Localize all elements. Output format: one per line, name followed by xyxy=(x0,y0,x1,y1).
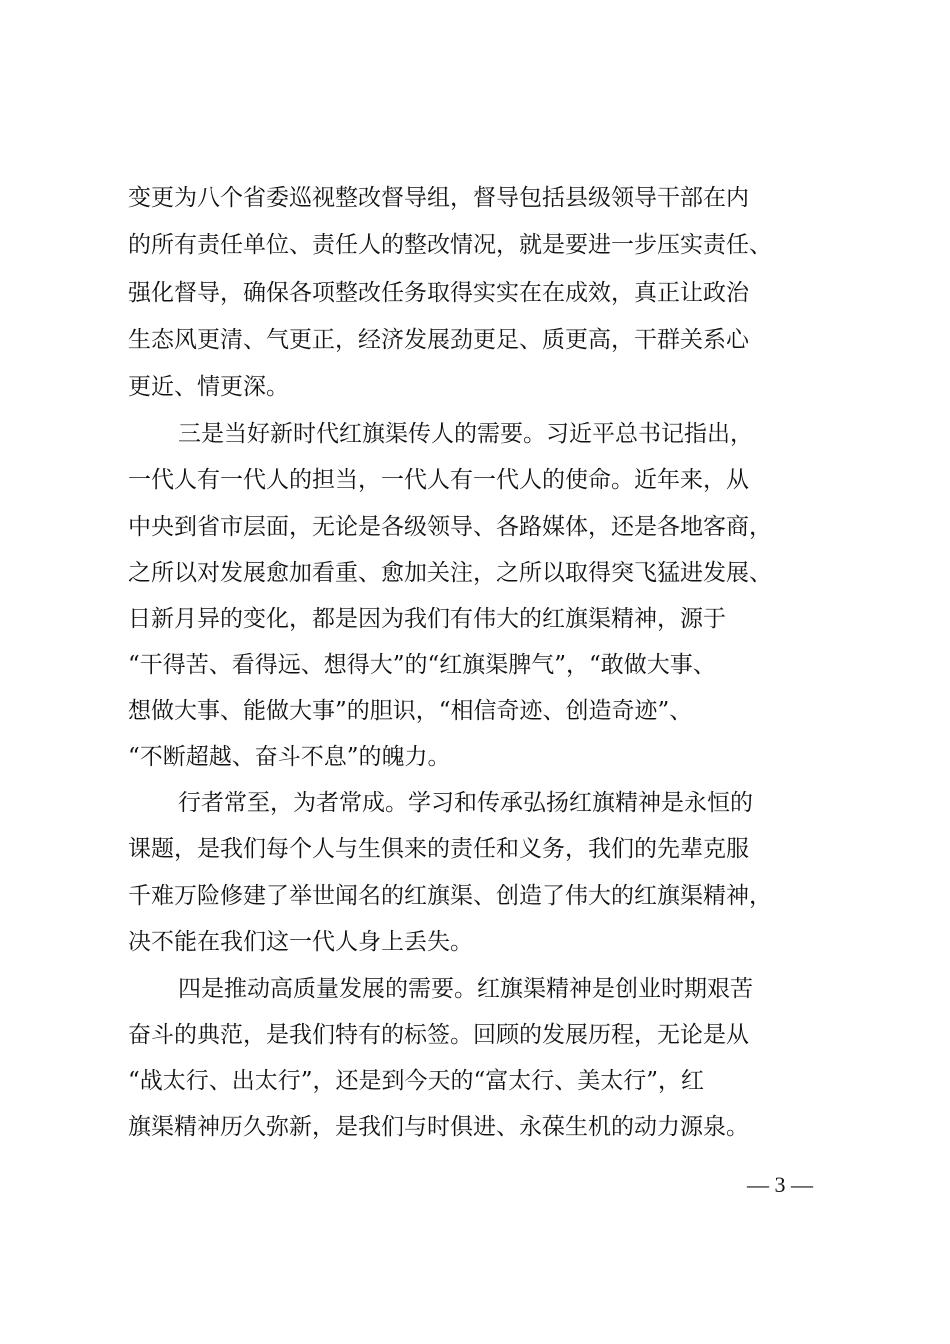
text-line-1: 变更为八个省委巡视整改督导组，督导包括县级领导干部在内 xyxy=(128,185,749,211)
page-number: — 3 — xyxy=(747,1172,813,1197)
text-line-14: 行者常至，为者常成。学习和传承弘扬红旗精神是永恒的 xyxy=(178,790,753,816)
text-line-10: 日新月异的变化，都是因为我们有伟大的红旗渠精神，源于 xyxy=(128,606,726,632)
text-line-12: 想做大事、能做大事”的胆识，“相信奇迹、创造奇迹”、 xyxy=(128,698,693,724)
text-line-5: 更近、情更深。 xyxy=(128,374,289,400)
text-line-20: “战太行、出太行”，还是到今天的“富太行、美太行”，红 xyxy=(128,1068,705,1094)
text-line-19: 奋斗的典范，是我们特有的标签。回顾的发展历程，无论是从 xyxy=(128,1022,749,1048)
text-line-17: 决不能在我们这一代人身上丢失。 xyxy=(128,929,473,955)
text-line-6: 三是当好新时代红旗渠传人的需要。习近平总书记指出， xyxy=(178,421,753,447)
text-line-2: 的所有责任单位、责任人的整改情况，就是要进一步压实责任、 xyxy=(128,232,772,258)
text-line-9: 之所以对发展愈加看重、愈加关注，之所以取得突飞猛进发展、 xyxy=(128,560,772,586)
text-line-21: 旗渠精神历久弥新，是我们与时俱进、永葆生机的动力源泉。 xyxy=(128,1114,749,1140)
text-line-15: 课题，是我们每个人与生俱来的责任和义务，我们的先辈克服 xyxy=(128,836,749,862)
text-line-11: “干得苦、看得远、想得大”的“红旗渠脾气”，“敢做大事、 xyxy=(128,652,716,678)
text-line-18: 四是推动高质量发展的需要。红旗渠精神是创业时期艰苦 xyxy=(178,976,753,1002)
text-line-8: 中央到省市层面，无论是各级领导、各路媒体，还是各地客商， xyxy=(128,514,772,540)
text-line-16: 千难万险修建了举世闻名的红旗渠、创造了伟大的红旗渠精神， xyxy=(128,883,772,909)
text-line-7: 一代人有一代人的担当，一代人有一代人的使命。近年来，从 xyxy=(128,467,749,493)
text-line-3: 强化督导，确保各项整改任务取得实实在在成效，真正让政治 xyxy=(128,280,749,306)
text-line-13: “不断超越、奋斗不息”的魄力。 xyxy=(128,744,451,770)
text-line-4: 生态风更清、气更正，经济发展劲更足、质更高，干群关系心 xyxy=(128,327,749,353)
